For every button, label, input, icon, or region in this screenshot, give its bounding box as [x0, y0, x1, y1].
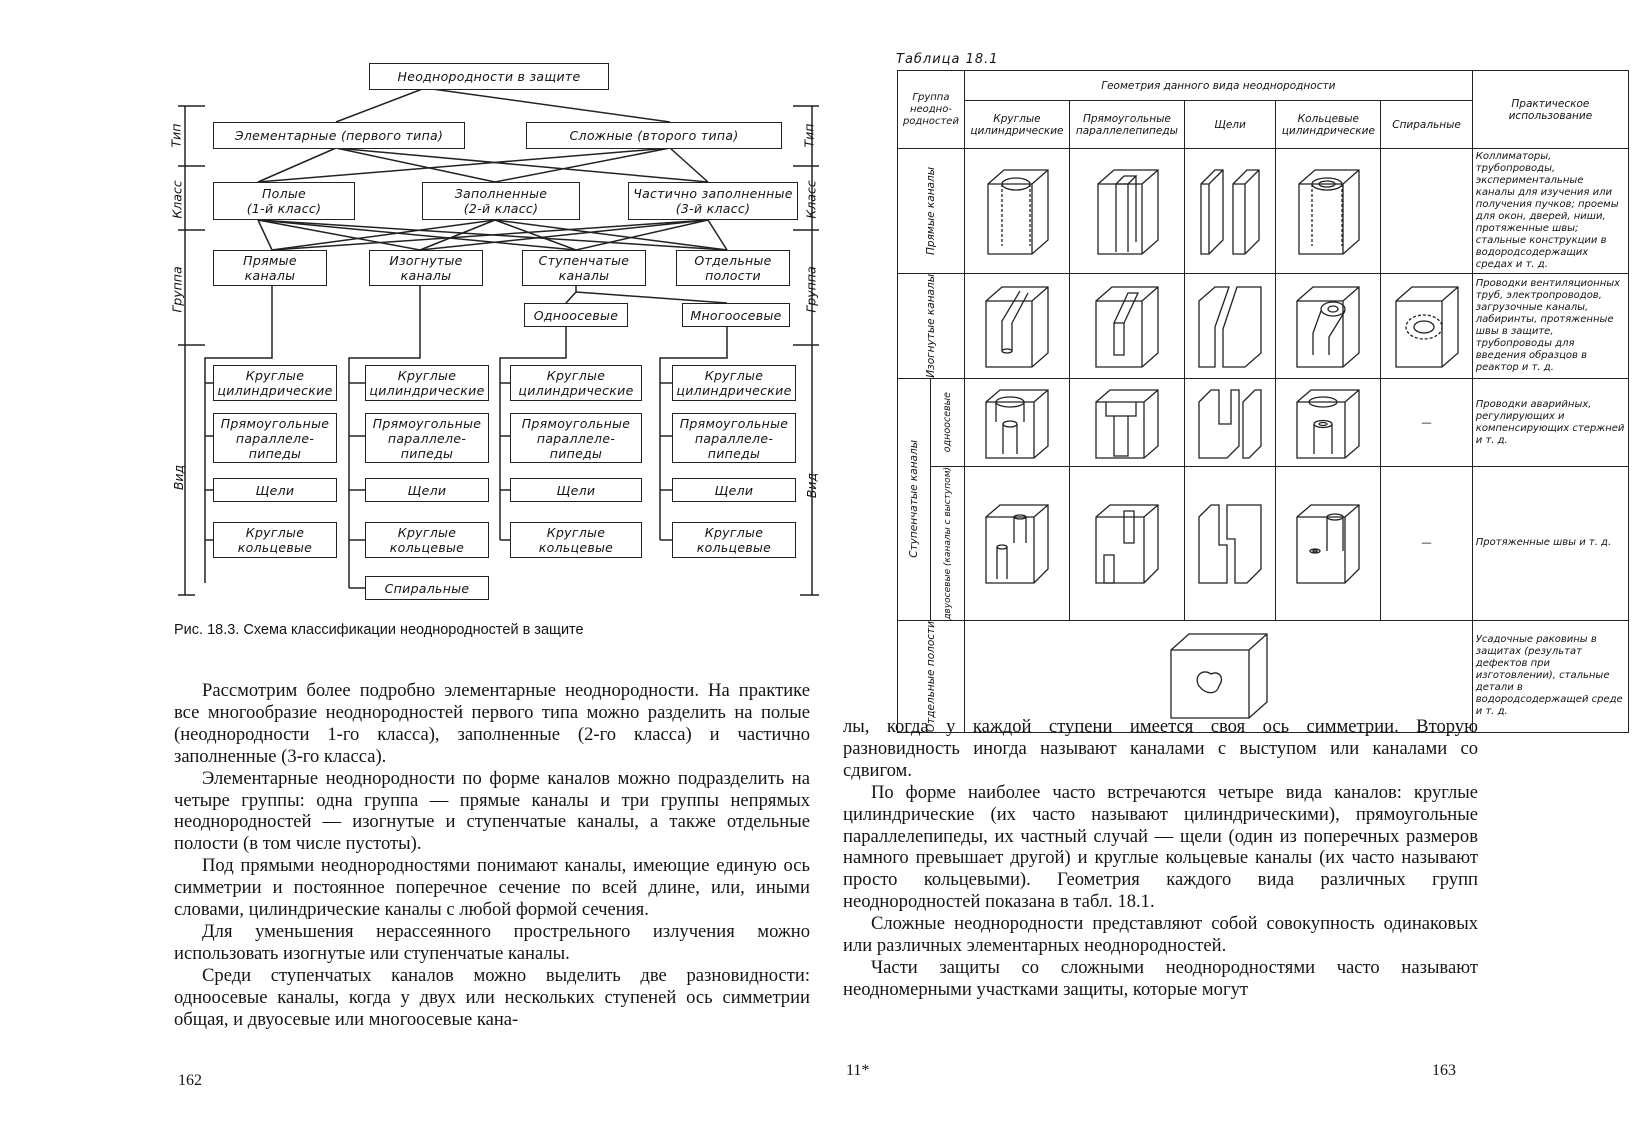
- block-spiral: [1381, 274, 1472, 379]
- kind-box-parallelepiped: Прямоугольные параллеле- пипеды: [672, 413, 796, 463]
- kind-box-slot: Щели: [213, 478, 337, 502]
- block-bent-slot: [1184, 274, 1275, 379]
- page-number: 163: [1432, 1062, 1456, 1079]
- block-stepped-cylindrical: [964, 379, 1069, 467]
- paragraph: Среди ступенчатых каналов можно выделить две разновидности: одноосевые каналы, когда у двух или нескольких ступеней ось симметрии общая, и двуосевые или многоосевые кана-: [174, 964, 810, 1030]
- dash-cell: —: [1381, 467, 1472, 621]
- kind-box-cylindrical: Круглые цилиндрические: [510, 365, 642, 401]
- paragraph: По форме наиболее часто встречаются четыре вида каналов: круглые цилиндрические (их часто называют цилиндрическими), прямоугольные параллелепипеды, их частный случай — щели (один из поперечных размеров намного превышает другой) и круглые кольцевые каналы (их часто называют просто кольцевыми). Геометрия каждого вида различных групп неоднородностей показана в табл. 18.1.: [843, 781, 1478, 913]
- level-label-type: Тип: [801, 123, 817, 148]
- group-box-straight: Прямые каналы: [213, 250, 327, 286]
- kind-box-slot: Щели: [672, 478, 796, 502]
- kind-box-spiral: Спиральные: [365, 576, 489, 600]
- left-body-text: [174, 680, 810, 1031]
- level-label-group: Группа: [169, 266, 185, 313]
- row-subgroup-label: двуосевые (каналы с выступом): [942, 467, 953, 620]
- group-box-cavities: Отдельные полости: [676, 250, 790, 286]
- right-body-text: [843, 716, 1478, 1001]
- block-stepped-annular: [1276, 379, 1381, 467]
- use-header: Практическое использование: [1472, 71, 1628, 149]
- kind-box-slot: Щели: [510, 478, 642, 502]
- block-cylindrical-channel: [964, 149, 1069, 274]
- kind-box-cylindrical: Круглые цилиндрические: [365, 365, 489, 401]
- practical-use-cell: Протяженные швы и т. д.: [1472, 467, 1628, 621]
- block-rectangular-channel: [1069, 149, 1184, 274]
- kind-box-cylindrical: Круглые цилиндрические: [672, 365, 796, 401]
- paragraph: Сложные неоднородности представляют собой совокупность одинаковых или различных элементарных неоднородностей.: [843, 913, 1478, 957]
- kind-box-annular: Круглые кольцевые: [365, 522, 489, 558]
- block-offset-cylindrical: [964, 467, 1069, 621]
- row-group-label: Отдельные полости: [924, 620, 937, 732]
- right-page: [824, 0, 1649, 1146]
- class-box-partial: Частично заполненные (3-й класс): [628, 182, 798, 220]
- level-label-kind: Вид: [804, 472, 820, 499]
- block-offset-annular: [1276, 467, 1381, 621]
- block-offset-rectangular: [1069, 467, 1184, 621]
- level-label-group: Группа: [803, 266, 819, 313]
- left-page: [0, 0, 824, 1146]
- geometry-header: Геометрия данного вида неоднородности: [964, 71, 1472, 101]
- row-group-label: Ступенчатые каналы: [908, 440, 921, 559]
- block-offset-slot: [1184, 467, 1275, 621]
- kind-box-parallelepiped: Прямоугольные параллеле- пипеды: [510, 413, 642, 463]
- kind-box-annular: Круглые кольцевые: [213, 522, 337, 558]
- kind-box-annular: Круглые кольцевые: [672, 522, 796, 558]
- subgroup-box-multiaxial: Многоосевые: [682, 303, 790, 327]
- column-header: Щели: [1184, 101, 1275, 149]
- class-box-hollow: Полые (1-й класс): [213, 182, 355, 220]
- paragraph: Для уменьшения нерассеянного прострельного излучения можно использовать изогнутые или ступенчатые каналы.: [174, 920, 810, 964]
- class-box-filled: Заполненные (2-й класс): [422, 182, 580, 220]
- level-label-class: Класс: [803, 180, 819, 219]
- column-header: Спиральные: [1381, 101, 1472, 149]
- block-stepped-rectangular: [1069, 379, 1184, 467]
- practical-use-cell: Усадочные раковины в защитах (результат дефектов при изготовлении), стальные детали в водородсодержащей среде и т. д.: [1472, 620, 1628, 732]
- paragraph: Части защиты со сложными неоднородностями часто называют неодномерными участками защиты, которые могут: [843, 956, 1478, 1000]
- type-box-complex: Сложные (второго типа): [526, 122, 782, 149]
- type-box-elementary: Элементарные (первого типа): [213, 122, 465, 149]
- level-label-class: Класс: [169, 180, 185, 219]
- block-bent-cylindrical: [964, 274, 1069, 379]
- signature-mark: 11*: [846, 1062, 870, 1079]
- column-header: Прямоугольные параллелепипеды: [1069, 101, 1184, 149]
- practical-use-cell: Коллиматоры, трубопроводы, экспериментальные каналы для изучения или получения пучков; проемы для окон, дверей, ниши, протяженные швы; стальные конструкции в водородсодержащих средах и т. д.: [1472, 149, 1628, 274]
- group-box-bent: Изогнутые каналы: [369, 250, 483, 286]
- block-slot-channel: [1184, 149, 1275, 274]
- group-box-stepped: Ступенчатые каналы: [522, 250, 646, 286]
- level-label-kind: Вид: [171, 464, 187, 491]
- diagram-root-box: Неоднородности в защите: [369, 63, 609, 90]
- row-group-label: Прямые каналы: [924, 167, 937, 255]
- group-header: Группа неодно-родностей: [898, 71, 965, 149]
- paragraph: лы, когда у каждой ступени имеется своя ось симметрии. Вторую разновидность иногда называют каналами с выступом или каналами со сдвигом.: [843, 716, 1478, 781]
- column-header: Круглые цилиндрические: [964, 101, 1069, 149]
- kind-box-cylindrical: Круглые цилиндрические: [213, 365, 337, 401]
- empty-cell: [1381, 149, 1472, 274]
- block-bent-annular: [1276, 274, 1381, 379]
- kind-box-parallelepiped: Прямоугольные параллеле- пипеды: [365, 413, 489, 463]
- kind-box-annular: Круглые кольцевые: [510, 522, 642, 558]
- row-subgroup-label: одноосевые: [941, 392, 953, 453]
- level-label-type: Тип: [168, 123, 184, 148]
- table-title: Таблица 18.1: [896, 52, 999, 67]
- column-header: Кольцевые цилиндрические: [1276, 101, 1381, 149]
- page-number: 162: [178, 1072, 202, 1089]
- paragraph: Рассмотрим более подробно элементарные неоднородности. На практике все многообразие неоднородностей первого типа можно разделить на полые (неоднородности 1-го класса), заполненные (2-го класса) и частично заполненные (3-го класса).: [174, 680, 810, 767]
- practical-use-cell: Проводки аварийных, регулирующих и компенсирующих стержней и т. д.: [1472, 379, 1628, 467]
- paragraph: Элементарные неоднородности по форме каналов можно подразделить на четыре группы: одна группа — прямые каналы и три группы непрямых неоднородностей — изогнутые и ступенчатые каналы, а также отдельные полости (в том числе пустоты).: [174, 767, 810, 855]
- kind-box-parallelepiped: Прямоугольные параллеле- пипеды: [213, 413, 337, 463]
- paragraph: Под прямыми неоднородностями понимают каналы, имеющие единую ось симметрии и постоянное поперечное сечение по всей длине, или, иными словами, цилиндрические каналы с любой формой сечения.: [174, 855, 810, 921]
- block-stepped-slot: [1184, 379, 1275, 467]
- figure-caption: Рис. 18.3. Схема классификации неоднородностей в защите: [174, 622, 584, 638]
- dash-cell: —: [1381, 379, 1472, 467]
- subgroup-box-uniaxial: Одноосевые: [524, 303, 628, 327]
- block-bent-rectangular: [1069, 274, 1184, 379]
- practical-use-cell: Проводки вентиляционных труб, электропроводов, загрузочные каналы, лабиринты, протяженные швы в защите, трубопроводы для введения образцов в реактор и т. д.: [1472, 274, 1628, 379]
- table-18-1: [897, 70, 1629, 733]
- row-group-label: Изогнутые каналы: [924, 274, 937, 378]
- kind-box-slot: Щели: [365, 478, 489, 502]
- block-annular-channel: [1276, 149, 1381, 274]
